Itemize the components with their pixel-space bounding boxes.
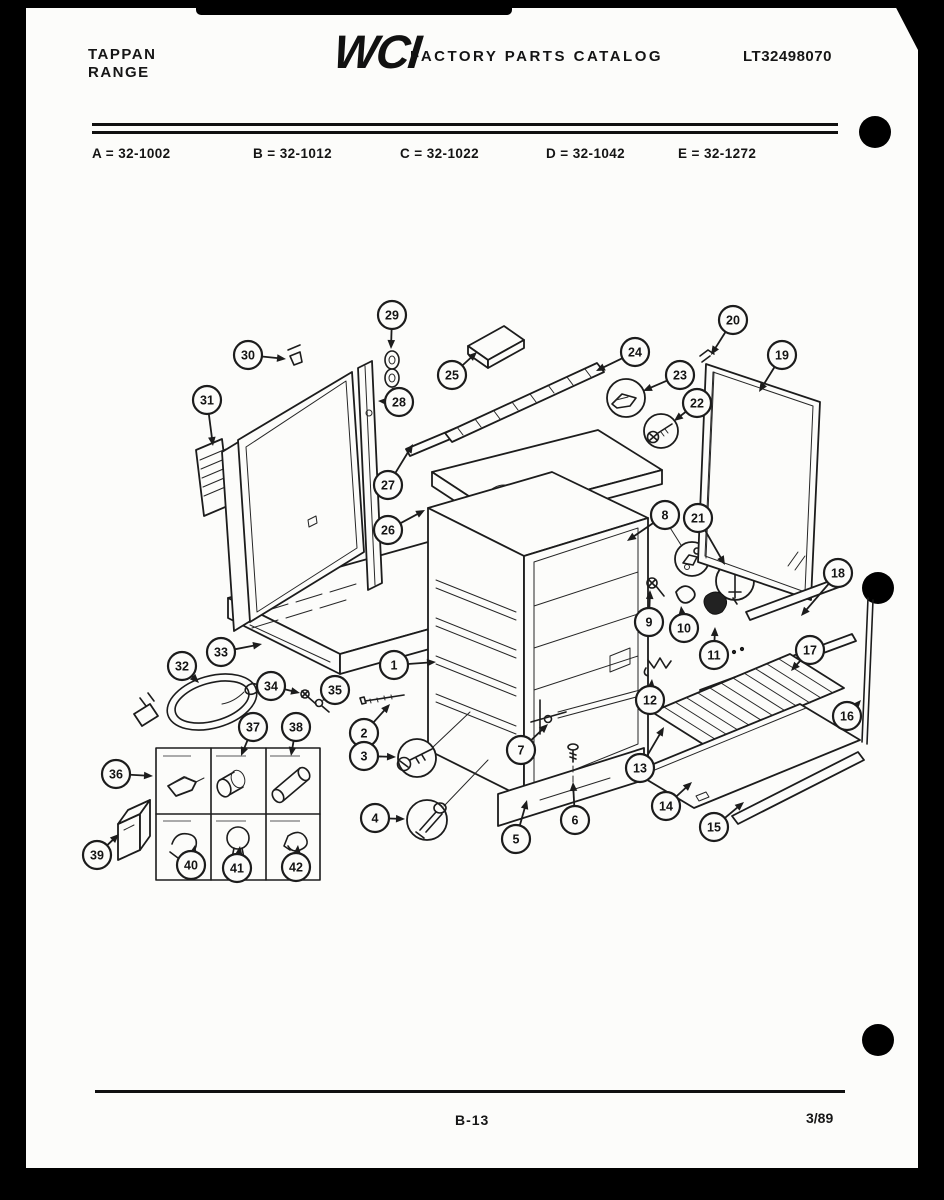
svg-text:8: 8 bbox=[661, 508, 669, 523]
page-number: B-13 bbox=[455, 1112, 490, 1128]
svg-text:42: 42 bbox=[289, 860, 303, 875]
svg-text:16: 16 bbox=[840, 709, 854, 724]
callout-4 bbox=[361, 804, 405, 832]
callout-16 bbox=[833, 700, 861, 730]
svg-text:20: 20 bbox=[726, 313, 740, 328]
bolt-detail-circle bbox=[407, 800, 447, 840]
svg-text:35: 35 bbox=[328, 683, 342, 698]
callout-38 bbox=[282, 713, 310, 756]
svg-text:30: 30 bbox=[241, 348, 255, 363]
callout-40 bbox=[177, 845, 205, 879]
svg-text:14: 14 bbox=[659, 799, 673, 814]
svg-text:19: 19 bbox=[775, 348, 789, 363]
brand-line1: TAPPAN bbox=[88, 46, 157, 63]
callout-26 bbox=[374, 510, 425, 544]
svg-text:21: 21 bbox=[691, 511, 705, 526]
callout-10 bbox=[670, 606, 698, 642]
callout-2 bbox=[350, 704, 390, 747]
right-side-panel bbox=[698, 350, 820, 600]
brand-line2: RANGE bbox=[88, 64, 150, 81]
callout-3 bbox=[350, 742, 396, 770]
callout-31 bbox=[193, 386, 221, 446]
bracket-detail-circle bbox=[607, 379, 645, 417]
revision-date: 3/89 bbox=[806, 1110, 834, 1126]
callout-20 bbox=[711, 306, 747, 355]
callout-36 bbox=[102, 760, 153, 788]
callout-34 bbox=[257, 672, 300, 700]
svg-text:6: 6 bbox=[571, 813, 579, 828]
callout-41 bbox=[223, 846, 251, 882]
model-code-a: A = 32-1002 bbox=[92, 146, 171, 161]
svg-text:41: 41 bbox=[230, 861, 244, 876]
svg-text:36: 36 bbox=[109, 767, 123, 782]
svg-text:13: 13 bbox=[633, 761, 647, 776]
svg-text:31: 31 bbox=[200, 393, 214, 408]
callout-32 bbox=[168, 652, 199, 683]
callout-23 bbox=[643, 361, 694, 391]
svg-text:23: 23 bbox=[673, 368, 687, 383]
svg-text:7: 7 bbox=[517, 743, 525, 758]
svg-text:12: 12 bbox=[643, 693, 657, 708]
model-code-b: B = 32-1012 bbox=[253, 146, 333, 161]
callout-19 bbox=[759, 341, 796, 392]
wci-logo: WCI bbox=[331, 25, 423, 78]
backguard-block bbox=[468, 326, 524, 368]
svg-text:18: 18 bbox=[831, 566, 845, 581]
callout-42 bbox=[282, 845, 310, 881]
callout-24 bbox=[596, 338, 649, 371]
callout-25 bbox=[438, 352, 477, 389]
corner-bracket bbox=[118, 800, 150, 860]
svg-text:10: 10 bbox=[677, 621, 691, 636]
cabinet-body bbox=[428, 472, 648, 798]
model-code-c: C = 32-1022 bbox=[400, 146, 480, 161]
svg-text:39: 39 bbox=[90, 848, 104, 863]
document-number: LT32498070 bbox=[743, 48, 832, 65]
svg-text:2: 2 bbox=[360, 726, 368, 741]
svg-text:29: 29 bbox=[385, 308, 399, 323]
svg-text:27: 27 bbox=[381, 478, 395, 493]
svg-text:25: 25 bbox=[445, 368, 459, 383]
callout-30 bbox=[234, 341, 286, 369]
svg-text:32: 32 bbox=[175, 659, 189, 674]
flue-rail bbox=[445, 363, 604, 442]
svg-text:11: 11 bbox=[707, 648, 721, 663]
svg-text:17: 17 bbox=[803, 643, 817, 658]
svg-text:5: 5 bbox=[512, 832, 520, 847]
svg-text:15: 15 bbox=[707, 820, 721, 835]
svg-text:1: 1 bbox=[390, 658, 398, 673]
callout-37 bbox=[239, 713, 267, 756]
svg-text:37: 37 bbox=[246, 720, 260, 735]
svg-text:40: 40 bbox=[184, 858, 198, 873]
callout-11 bbox=[700, 627, 728, 669]
callout-35 bbox=[321, 676, 349, 704]
svg-text:26: 26 bbox=[381, 523, 395, 538]
svg-text:3: 3 bbox=[360, 749, 368, 764]
callout-28 bbox=[378, 388, 413, 416]
svg-text:33: 33 bbox=[214, 645, 228, 660]
svg-text:34: 34 bbox=[264, 679, 278, 694]
screw2-detail-circle bbox=[644, 414, 678, 448]
svg-text:22: 22 bbox=[690, 396, 704, 411]
callout-27 bbox=[374, 444, 413, 499]
svg-text:4: 4 bbox=[371, 811, 379, 826]
callout-33 bbox=[207, 638, 262, 666]
svg-text:24: 24 bbox=[628, 345, 642, 360]
model-code-e: E = 32-1272 bbox=[678, 146, 757, 161]
footer-rule bbox=[95, 1090, 845, 1093]
svg-text:38: 38 bbox=[289, 720, 303, 735]
long-screw bbox=[360, 695, 404, 704]
callout-29 bbox=[378, 301, 406, 349]
svg-text:9: 9 bbox=[645, 615, 653, 630]
svg-text:28: 28 bbox=[392, 395, 406, 410]
model-code-d: D = 32-1042 bbox=[546, 146, 626, 161]
callout-39 bbox=[83, 834, 119, 869]
catalog-title: FACTORY PARTS CATALOG bbox=[410, 48, 664, 65]
top-clip bbox=[288, 345, 302, 365]
